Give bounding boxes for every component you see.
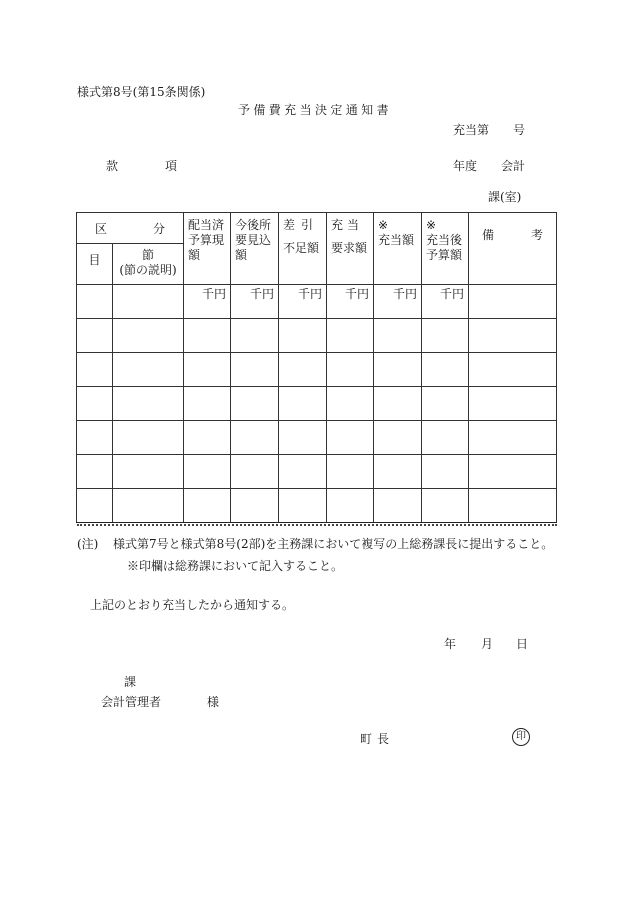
table-cell	[469, 285, 557, 319]
table-row	[77, 489, 557, 523]
header-shortfall	[279, 213, 327, 285]
kubun-right-char: 分	[152, 222, 165, 236]
header-after-mark: ※	[426, 218, 437, 232]
header-shortfall-line2: 不足額	[283, 241, 320, 255]
header-after-budget	[422, 213, 469, 285]
unit-label: 千円	[374, 285, 422, 319]
unit-label: 千円	[231, 285, 279, 319]
header-expected-line1: 今後所	[235, 218, 272, 232]
header-allocated-line3: 額	[188, 248, 201, 262]
form-number-label: 様式第8号(第15条関係)	[77, 85, 206, 99]
unit-label: 千円	[279, 285, 327, 319]
unit-label: 千円	[327, 285, 374, 319]
honorific-label: 様	[207, 695, 220, 709]
table-row	[77, 387, 557, 421]
date-day-label: 日	[516, 637, 529, 651]
note-line-2: ※印欄は総務課において記入すること。	[127, 559, 344, 573]
fiscal-year-account-field: 年度 会計	[453, 159, 526, 173]
header-allocated-budget	[184, 213, 231, 285]
setsu-description-label: (節の説明)	[119, 263, 177, 277]
header-request-line2: 要求額	[331, 241, 368, 255]
unit-label: 千円	[422, 285, 469, 319]
moku-header: 目	[77, 244, 113, 285]
kubun-header	[77, 213, 184, 244]
unit-row	[77, 285, 557, 319]
header-expected-line2: 要見込	[235, 233, 272, 247]
header-shortfall-char-b: 引	[300, 218, 313, 232]
section-ka-label: 課	[124, 675, 137, 689]
header-request-amount	[327, 213, 374, 285]
setsu-label: 節	[141, 248, 154, 262]
header-after-line2: 予算額	[426, 248, 463, 262]
header-expected-line3: 額	[235, 248, 248, 262]
header-approved-amount	[374, 213, 422, 285]
note-line-1: 様式第7号と様式第8号(2部)を主務課において複写の上総務課長に提出すること。	[113, 537, 554, 551]
header-request-char-a: 充	[331, 218, 344, 232]
table-cell	[113, 285, 184, 319]
setsu-header	[113, 244, 184, 285]
table-row	[77, 353, 557, 387]
addressee-label: 会計管理者	[101, 695, 162, 709]
section-field: 課(室)	[488, 190, 522, 204]
mayor-label: 町長	[360, 732, 395, 746]
header-approved-mark: ※	[378, 218, 389, 232]
header-allocated-line2: 予算現	[188, 233, 225, 247]
notice-statement: 上記のとおり充当したから通知する。	[90, 598, 295, 612]
table-row	[77, 421, 557, 455]
budget-table	[76, 212, 557, 523]
kou-label: 項	[165, 159, 178, 173]
kan-label: 款	[106, 159, 119, 173]
date-year-label: 年	[444, 637, 457, 651]
header-allocated-line1: 配当済	[188, 218, 225, 232]
table-row	[77, 319, 557, 353]
table-cell	[77, 285, 113, 319]
header-remarks	[469, 213, 557, 285]
header-approved-label: 充当額	[378, 233, 415, 247]
seal-icon: 印	[512, 728, 530, 746]
header-expected-amount	[231, 213, 279, 285]
header-remarks-char-a: 備	[482, 228, 495, 242]
header-remarks-char-b: 考	[530, 228, 543, 242]
table-row	[77, 455, 557, 489]
note-prefix: (注)	[77, 537, 99, 551]
document-title: 予備費充当決定通知書	[237, 103, 392, 117]
header-request-char-b: 当	[346, 218, 359, 232]
table-bottom-rule	[77, 524, 557, 526]
unit-label: 千円	[184, 285, 231, 319]
header-after-line1: 充当後	[426, 233, 463, 247]
header-shortfall-char-a: 差	[283, 218, 296, 232]
appropriation-number-field: 充当第 号	[453, 123, 526, 137]
kubun-left-char: 区	[95, 222, 108, 236]
date-month-label: 月	[481, 637, 494, 651]
